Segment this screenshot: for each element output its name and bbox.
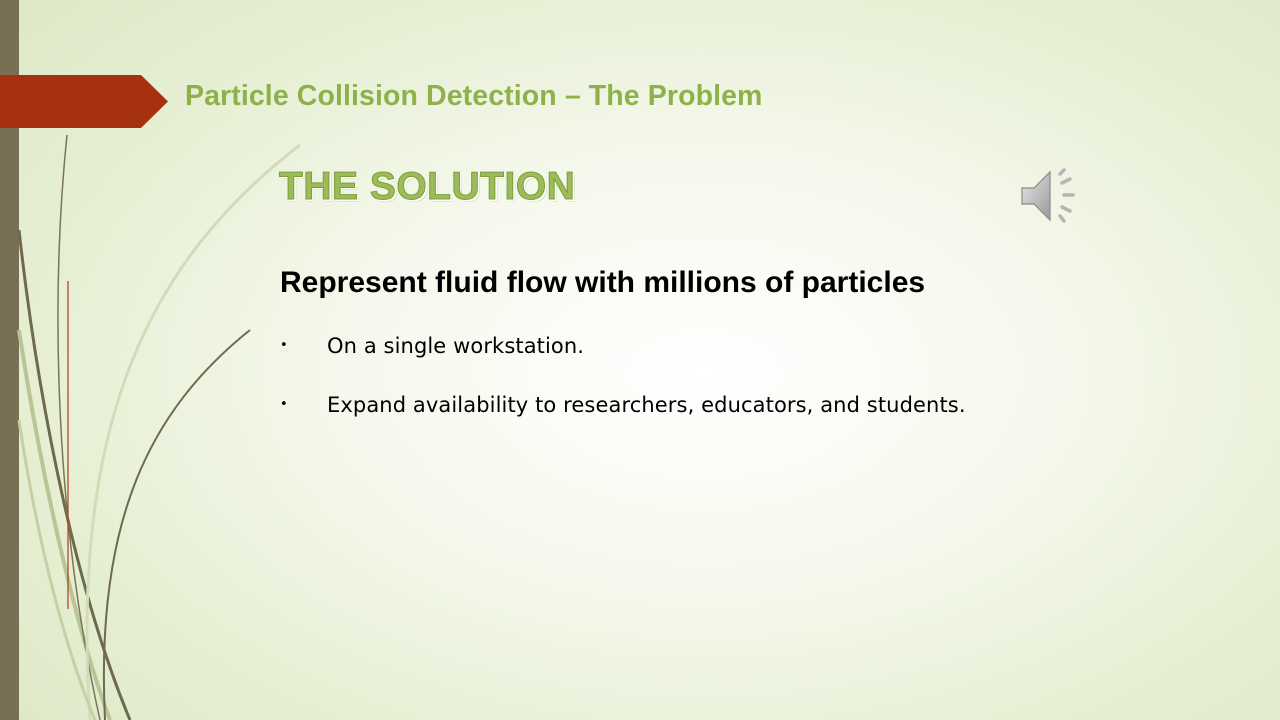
- bullet-marker: •: [280, 338, 288, 353]
- bullet-text: Expand availability to researchers, educators, and students.: [327, 393, 966, 417]
- solution-subheading: Represent fluid flow with millions of particles: [280, 266, 926, 299]
- bullet-marker: •: [280, 397, 288, 412]
- solution-heading: THE SOLUTION: [279, 165, 576, 208]
- speaker-icon[interactable]: [1018, 166, 1084, 228]
- bullet-text: On a single workstation.: [327, 334, 585, 358]
- slide-title: Particle Collision Detection – The Problem: [185, 80, 763, 112]
- title-arrow-shape: [0, 75, 168, 128]
